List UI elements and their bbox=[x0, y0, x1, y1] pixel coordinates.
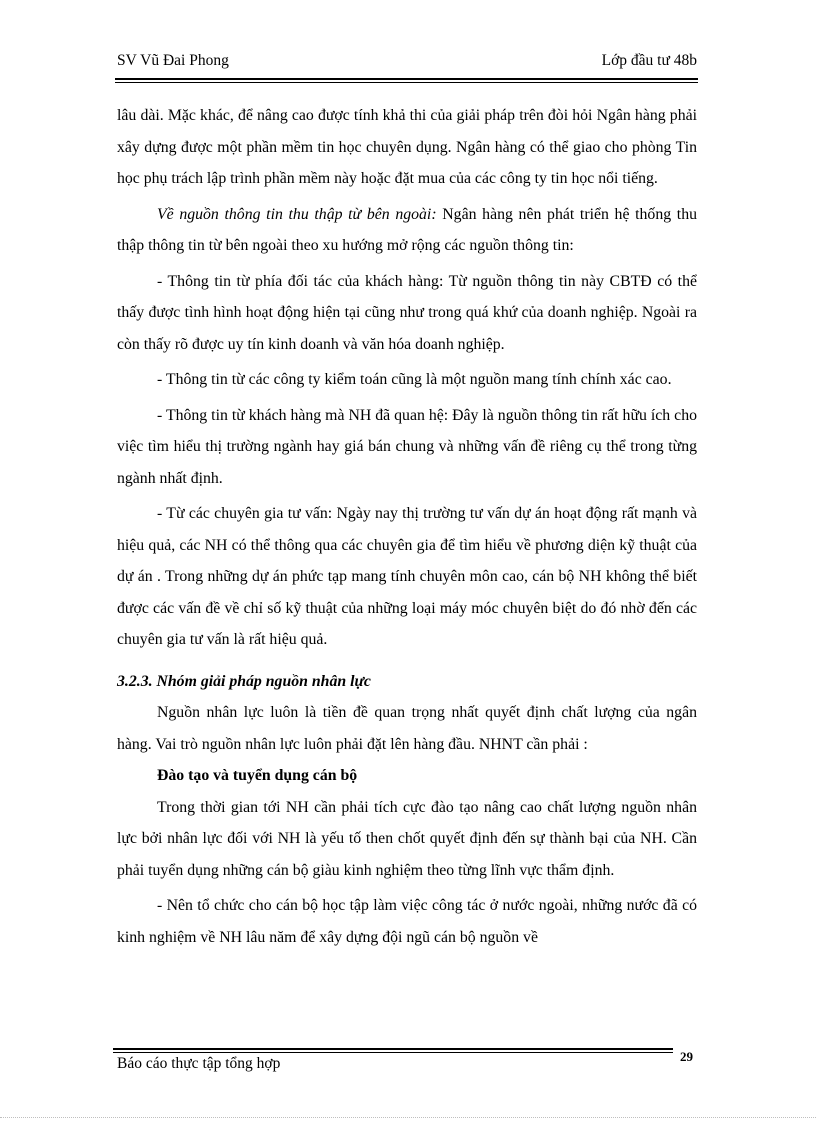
paragraph-5: - Thông tin từ khách hàng mà NH đã quan hệ: Đây là nguồn thông tin rất hữu ích cho việc tìm hiểu thị trường ngành hay giá bán chung và những vấn đề riêng cụ thể trong từng ngành nhất định. bbox=[117, 406, 697, 487]
paragraph-3: - Thông tin từ phía đối tác của khách hàng: Từ nguồn thông tin này CBTĐ có thể thấy được tình hình hoạt động hiện tại cũng như trong quá khứ của doanh nghiệp. Ngoài ra còn thấy rõ được uy tín kinh doanh và văn hóa doanh nghiệp. bbox=[117, 272, 697, 353]
paragraph-2 bbox=[117, 199, 697, 262]
subheading: Đào tạo và tuyển dụng cán bộ bbox=[157, 767, 358, 784]
footer-rule bbox=[113, 1048, 673, 1050]
page-number: 29 bbox=[680, 1049, 693, 1064]
header-rule bbox=[115, 78, 698, 80]
paragraph-1: lâu dài. Mặc khác, để nâng cao được tính khả thi của giải pháp trên đòi hỏi Ngân hàng phải xây dựng được một phần mềm tin học chuyên dụng. Ngân hàng có thể giao cho phòng Tin học phụ trách lập trình phần mềm này hoặc đặt mua của các công ty tin học nổi tiếng. bbox=[117, 107, 697, 187]
paragraph-2-rest: Ngân hàng nên phát triển hệ thống thu thập thông tin từ bên ngoài theo xu hướng mở rộng các nguồn thông tin: bbox=[117, 205, 697, 254]
header-rule-thin bbox=[115, 82, 698, 83]
page-header bbox=[117, 52, 697, 76]
paragraph-2-lead: Về nguồn thông tin thu thập từ bên ngoài: bbox=[157, 205, 437, 223]
header-class: Lớp đầu tư 48b bbox=[601, 52, 697, 69]
footer-title: Báo cáo thực tập tổng hợp bbox=[117, 1055, 281, 1072]
page-body bbox=[117, 100, 697, 953]
page-edge-divider bbox=[0, 1117, 816, 1118]
paragraph-4: - Thông tin từ các công ty kiểm toán cũng là một nguồn mang tính chính xác cao. bbox=[157, 371, 672, 388]
paragraph-8: Trong thời gian tới NH cần phải tích cực đào tạo nâng cao chất lượng nguồn nhân lực bởi nhân lực đối với NH là yếu tố then chốt quyết định đến sự thành bại của NH. Cần phải tuyển dụng những cán bộ giàu kinh nghiệm theo từng lĩnh vực thẩm định. bbox=[117, 798, 697, 879]
paragraph-9: - Nên tổ chức cho cán bộ học tập làm việc công tác ở nước ngoài, những nước đã có kinh nghiệm về NH lâu năm để xây dựng đội ngũ cán bộ nguồn về bbox=[117, 897, 697, 946]
header-author: SV Vũ Đai Phong bbox=[117, 52, 229, 69]
section-title: 3.2.3. Nhóm giải pháp nguồn nhân lực bbox=[117, 672, 371, 690]
paragraph-7: Nguồn nhân lực luôn là tiền đề quan trọng nhất quyết định chất lượng của ngân hàng. Vai trò nguồn nhân lực luôn phải đặt lên hàng đầu. NHNT cần phải : bbox=[117, 704, 697, 753]
paragraph-6: - Từ các chuyên gia tư vấn: Ngày nay thị trường tư vấn dự án hoạt động rất mạnh và hiệu quả, các NH có thể thông qua các chuyên gia để tìm hiểu về phương diện kỹ thuật của dự án . Trong những dự án phức tạp mang tính chuyên môn cao, cán bộ NH không thể biết được các vấn đề về chỉ số kỹ thuật của những loại máy móc chuyên biệt do đó nhờ đến các chuyên gia tư vấn là rất hiệu quả. bbox=[117, 505, 697, 648]
footer-rule-thin bbox=[113, 1052, 673, 1053]
